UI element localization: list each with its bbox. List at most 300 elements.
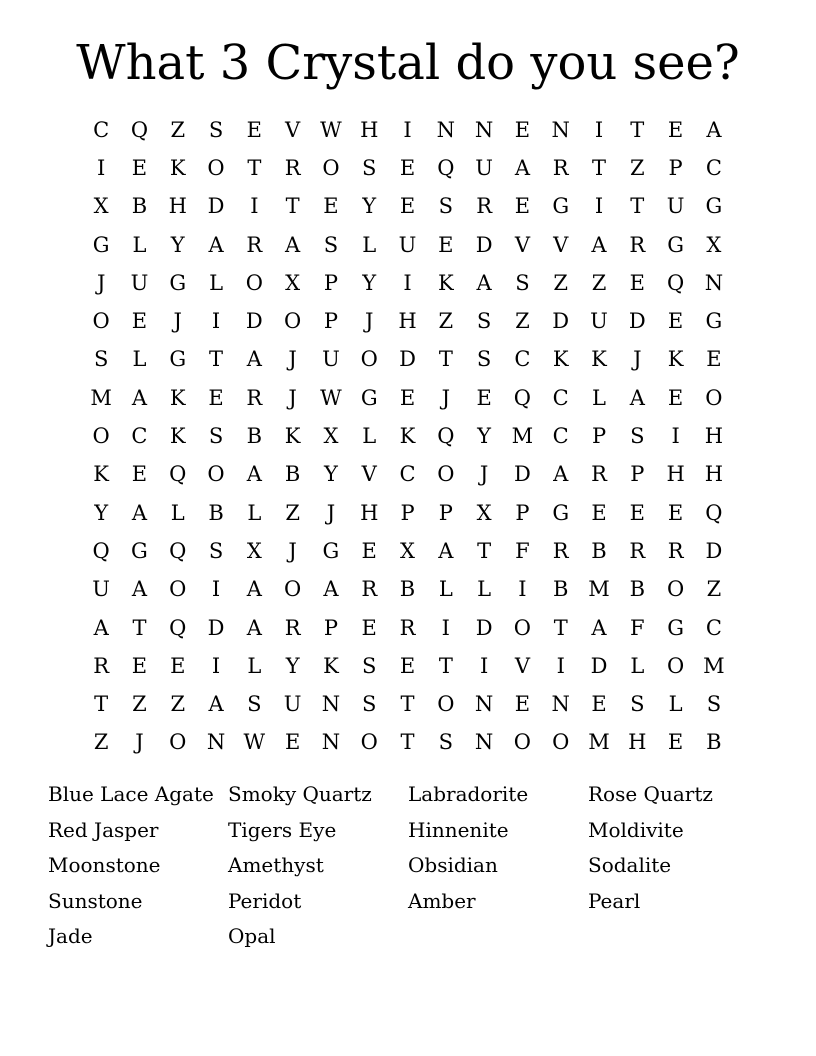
grid-cell[interactable]: N [474,117,494,142]
grid-cell[interactable]: O [245,270,263,295]
grid-cell[interactable]: E [438,232,454,257]
grid-cell[interactable]: B [591,538,607,563]
grid-cell[interactable]: Z [132,692,147,717]
grid-cell[interactable]: S [208,117,224,142]
grid-cell[interactable]: K [591,347,607,372]
grid-cell[interactable]: D [513,462,531,487]
grid-cell[interactable]: R [246,385,263,410]
grid-cell[interactable]: M [90,385,112,410]
grid-cell[interactable]: T [438,347,453,372]
grid-cell[interactable]: S [362,692,377,717]
grid-cell[interactable]: D [207,194,225,219]
grid-cell[interactable]: G [92,232,110,257]
grid-cell[interactable]: A [514,155,530,180]
grid-cell[interactable]: L [362,232,377,257]
grid-cell[interactable]: O [360,730,378,755]
grid-cell[interactable]: O [169,730,187,755]
grid-cell[interactable]: S [362,653,377,678]
grid-cell[interactable]: Q [666,270,685,295]
grid-cell[interactable]: R [591,462,607,487]
grid-cell[interactable]: G [322,538,340,563]
grid-cell[interactable]: L [438,577,453,602]
word-list-item: Amber [408,888,476,913]
grid-cell[interactable]: P [438,500,453,525]
grid-cell[interactable]: W [320,385,342,410]
grid-cell[interactable]: J [479,462,489,487]
grid-cell[interactable]: F [630,615,645,640]
grid-cell[interactable]: A [131,385,148,410]
grid-cell[interactable]: J [173,309,182,334]
grid-cell[interactable]: K [667,347,684,372]
grid-cell[interactable]: D [245,309,263,334]
grid-cell[interactable]: C [552,385,569,410]
grid-cell[interactable]: H [360,500,379,525]
grid-cell[interactable]: X [400,538,415,563]
grid-cell[interactable]: I [403,270,412,295]
grid-cell[interactable]: K [399,424,416,449]
grid-cell[interactable]: I [556,653,565,678]
word-list-item: Tigers Eye [228,817,337,842]
grid-cell[interactable]: I [211,653,221,678]
grid-cell[interactable]: S [362,155,377,180]
grid-cell[interactable]: B [399,577,416,602]
grid-cell[interactable]: P [515,500,530,525]
grid-cell[interactable]: S [476,309,492,334]
grid-cell[interactable]: A [208,232,224,257]
grid-cell[interactable]: A [438,538,454,563]
grid-cell[interactable]: O [284,577,302,602]
grid-cell[interactable]: E [667,385,684,410]
grid-cell[interactable]: X [476,500,492,525]
grid-cell[interactable]: W [320,117,342,142]
grid-cell[interactable]: E [514,117,531,142]
grid-cell[interactable]: I [518,577,527,602]
grid-cell[interactable]: A [93,615,109,640]
grid-cell[interactable]: D [207,615,225,640]
grid-cell[interactable]: L [132,347,147,372]
grid-cell[interactable]: I [403,117,412,142]
grid-cell[interactable]: J [96,270,106,295]
grid-cell[interactable]: T [630,194,645,219]
grid-cell[interactable]: D [475,615,493,640]
grid-cell[interactable]: O [92,309,110,334]
grid-cell[interactable]: Q [130,117,149,142]
grid-cell[interactable]: N [704,270,724,295]
grid-cell[interactable]: P [323,615,338,640]
grid-cell[interactable]: J [365,309,374,334]
grid-cell[interactable]: T [400,692,415,717]
grid-cell[interactable]: H [666,462,685,487]
grid-cell[interactable]: J [326,500,336,525]
grid-cell[interactable]: B [706,730,722,755]
grid-cell[interactable]: I [671,424,680,449]
grid-cell[interactable]: R [629,538,646,563]
grid-cell[interactable]: H [704,424,724,449]
grid-cell[interactable]: F [515,538,530,563]
grid-cell[interactable]: O [513,730,532,755]
grid-cell[interactable]: I [211,577,221,602]
grid-cell[interactable]: K [169,385,186,410]
grid-cell[interactable]: C [93,117,110,142]
grid-cell[interactable]: R [476,194,493,219]
grid-cell[interactable]: J [135,730,144,755]
grid-cell[interactable]: O [705,385,723,410]
word-list-item: Amethyst [228,853,324,877]
grid-cell[interactable]: U [666,194,685,219]
grid-cell[interactable]: H [628,730,647,755]
grid-cell[interactable]: G [169,270,187,295]
grid-cell[interactable]: Q [169,615,187,640]
grid-cell[interactable]: E [208,385,224,410]
grid-cell[interactable]: E [284,730,301,755]
grid-cell[interactable]: U [92,577,110,602]
grid-cell[interactable]: J [288,538,297,563]
grid-cell[interactable]: V [361,462,377,487]
grid-cell[interactable]: L [668,692,683,717]
grid-cell[interactable]: S [208,538,224,563]
grid-cell[interactable]: S [476,347,492,372]
grid-cell[interactable]: C [705,155,722,180]
word-list-item: Red Jasper [48,817,159,842]
grid-cell[interactable]: O [169,577,187,602]
grid-cell[interactable]: Y [362,194,377,219]
grid-cell[interactable]: E [399,155,416,180]
grid-cell[interactable]: R [284,155,301,180]
grid-cell[interactable]: B [552,577,569,602]
grid-cell[interactable]: G [360,385,378,410]
grid-cell[interactable]: E [131,309,148,334]
grid-cell[interactable]: S [706,692,722,717]
grid-cell[interactable]: U [590,309,608,334]
grid-cell[interactable]: G [705,194,723,219]
grid-cell[interactable]: H [398,309,417,334]
grid-cell[interactable]: E [131,462,148,487]
grid-cell[interactable]: H [168,194,187,219]
grid-cell[interactable]: C [705,615,722,640]
grid-cell[interactable]: E [514,692,531,717]
grid-cell[interactable]: V [285,117,301,142]
grid-cell[interactable]: R [361,577,378,602]
grid-cell[interactable]: A [246,347,262,372]
grid-cell[interactable]: X [323,424,339,449]
grid-cell[interactable]: B [208,500,224,525]
grid-cell[interactable]: N [321,730,341,755]
grid-cell[interactable]: R [552,155,569,180]
grid-cell[interactable]: L [477,577,492,602]
grid-cell[interactable]: R [629,232,646,257]
word-list-item: Sunstone [48,888,143,913]
grid-cell[interactable]: N [551,117,570,142]
grid-cell[interactable]: Q [92,538,110,563]
grid-cell[interactable]: P [400,500,415,525]
grid-cell[interactable]: E [170,653,186,678]
grid-cell[interactable]: J [633,347,642,372]
grid-cell[interactable]: G [131,538,148,563]
grid-cell[interactable]: L [209,270,224,295]
grid-cell[interactable]: G [552,194,570,219]
grid-cell[interactable]: R [284,615,301,640]
word-list [48,777,768,955]
grid-cell[interactable]: G [169,347,187,372]
grid-cell[interactable]: A [246,615,262,640]
grid-cell[interactable]: O [552,730,570,755]
grid-cell[interactable]: E [399,385,416,410]
grid-cell[interactable]: K [284,424,301,449]
grid-cell[interactable]: Y [94,500,109,525]
grid-cell[interactable]: J [288,347,297,372]
grid-cell[interactable]: E [361,615,377,640]
grid-cell[interactable]: M [588,577,610,602]
grid-cell[interactable]: B [246,424,263,449]
grid-cell[interactable]: E [667,500,684,525]
grid-cell[interactable]: D [399,347,416,372]
grid-cell[interactable]: Q [169,538,187,563]
grid-cell[interactable]: I [441,615,450,640]
grid-cell[interactable]: Y [477,424,492,449]
grid-cell[interactable]: D [552,309,570,334]
grid-cell[interactable]: R [399,615,416,640]
grid-cell[interactable]: Z [553,270,568,295]
grid-cell[interactable]: G [667,615,684,640]
grid-cell[interactable]: A [323,577,339,602]
grid-cell[interactable]: S [630,692,645,717]
grid-cell[interactable]: N [436,117,455,142]
grid-cell[interactable]: S [323,232,339,257]
grid-cell[interactable]: L [247,653,262,678]
grid-cell[interactable]: V [514,653,530,678]
grid-cell[interactable]: O [666,653,685,678]
grid-cell[interactable]: Q [705,500,723,525]
grid-cell[interactable]: I [97,155,106,180]
grid-cell[interactable]: Z [170,117,186,142]
grid-cell[interactable]: H [360,117,379,142]
grid-cell[interactable]: T [247,155,262,180]
grid-cell[interactable]: E [131,155,148,180]
grid-cell[interactable]: Z [515,309,530,334]
grid-cell[interactable]: O [92,424,110,449]
grid-cell[interactable]: P [668,155,683,180]
grid-cell[interactable]: S [515,270,530,295]
grid-cell[interactable]: T [400,730,415,755]
grid-cell[interactable]: A [553,462,569,487]
grid-cell[interactable]: U [475,155,493,180]
grid-cell[interactable]: A [629,385,645,410]
grid-cell[interactable]: E [667,117,684,142]
grid-cell[interactable]: V [553,232,569,257]
grid-cell[interactable]: I [250,194,259,219]
grid-cell[interactable]: N [206,730,226,755]
grid-cell[interactable]: T [477,538,492,563]
grid-cell[interactable]: U [283,692,302,717]
grid-cell[interactable]: E [514,194,531,219]
grid-cell[interactable]: K [552,347,569,372]
grid-cell[interactable]: D [475,232,493,257]
grid-cell[interactable]: E [399,653,416,678]
grid-cell[interactable]: J [288,385,297,410]
grid-cell[interactable]: K [437,270,454,295]
word-list-item: Hinnenite [408,817,509,842]
grid-cell[interactable]: T [553,615,568,640]
grid-cell[interactable]: X [246,538,262,563]
grid-cell[interactable]: O [207,462,225,487]
grid-cell[interactable]: C [552,424,569,449]
grid-cell[interactable]: R [93,653,110,678]
grid-cell[interactable]: O [513,615,532,640]
word-list-item: Rose Quartz [588,782,713,806]
grid-cell[interactable]: B [131,194,148,219]
grid-cell[interactable]: U [322,347,340,372]
grid-cell[interactable]: X [285,270,301,295]
grid-cell[interactable]: Y [170,232,185,257]
grid-cell[interactable]: G [705,309,723,334]
grid-cell[interactable]: C [131,424,148,449]
grid-cell[interactable]: A [131,500,148,525]
grid-cell[interactable]: O [207,155,225,180]
grid-cell[interactable]: E [361,538,377,563]
grid-cell[interactable]: C [399,462,416,487]
grid-cell[interactable]: P [323,270,338,295]
grid-cell[interactable]: T [132,615,147,640]
grid-cell[interactable]: G [552,500,570,525]
grid-cell[interactable]: L [132,232,147,257]
grid-cell[interactable]: U [398,232,417,257]
grid-cell[interactable]: W [243,730,266,755]
grid-cell[interactable]: A [131,577,148,602]
grid-cell[interactable]: N [321,692,341,717]
grid-cell[interactable]: P [630,462,645,487]
grid-cell[interactable]: U [130,270,149,295]
grid-cell[interactable]: Q [513,385,532,410]
grid-cell[interactable]: A [208,692,224,717]
grid-cell[interactable]: I [594,117,604,142]
grid-cell[interactable]: S [247,692,262,717]
word-list-item: Smoky Quartz [228,782,372,806]
grid-cell[interactable]: K [169,424,186,449]
grid-cell[interactable]: H [704,462,724,487]
grid-cell[interactable]: N [474,730,494,755]
grid-cell[interactable]: E [323,194,339,219]
word-list-item: Blue Lace Agate [48,782,214,806]
grid-cell[interactable]: L [592,385,606,410]
grid-cell[interactable]: S [438,194,454,219]
grid-cell[interactable]: E [667,309,684,334]
grid-cell[interactable]: T [592,155,607,180]
grid-cell[interactable]: K [169,155,186,180]
grid-cell[interactable]: Z [170,692,186,717]
grid-cell[interactable]: P [591,424,607,449]
grid-cell[interactable]: O [437,462,455,487]
grid-cell[interactable]: P [323,309,338,334]
grid-cell[interactable]: T [438,653,453,678]
grid-cell[interactable]: E [399,194,416,219]
grid-cell[interactable]: L [170,500,185,525]
grid-cell[interactable]: A [246,577,262,602]
grid-cell[interactable]: N [551,692,570,717]
grid-cell[interactable]: O [437,692,455,717]
grid-cell[interactable]: X [706,232,722,257]
grid-cell[interactable]: Y [285,653,300,678]
grid-cell[interactable]: S [93,347,109,372]
grid-cell[interactable]: M [511,424,534,449]
grid-cell[interactable]: Z [438,309,454,334]
word-list-item: Moldivite [588,817,684,842]
grid-cell[interactable]: L [630,653,645,678]
grid-cell[interactable]: E [629,270,645,295]
grid-cell[interactable]: A [591,232,607,257]
grid-cell[interactable]: T [630,117,645,142]
grid-cell[interactable]: Y [362,270,377,295]
grid-cell[interactable]: Z [93,730,109,755]
grid-cell[interactable]: A [591,615,607,640]
grid-cell[interactable]: J [441,385,451,410]
grid-cell[interactable]: X [93,194,109,219]
grid-cell[interactable]: L [362,424,377,449]
grid-cell[interactable]: M [703,653,725,678]
grid-cell[interactable]: E [706,347,722,372]
grid-cell[interactable]: E [667,730,684,755]
grid-cell[interactable]: D [628,309,646,334]
grid-cell[interactable]: Q [437,424,455,449]
grid-cell[interactable]: Y [323,462,338,487]
grid-cell[interactable]: O [360,347,378,372]
grid-cell[interactable]: V [514,232,530,257]
grid-cell[interactable]: C [514,347,531,372]
grid-cell[interactable]: S [208,424,224,449]
grid-cell[interactable]: R [246,232,263,257]
grid-cell[interactable]: I [479,653,489,678]
grid-cell[interactable]: O [666,577,685,602]
grid-cell[interactable]: L [247,500,262,525]
grid-cell[interactable]: Q [437,155,455,180]
grid-cell[interactable]: Q [169,462,187,487]
grid-cell[interactable]: T [94,692,109,717]
grid-cell[interactable]: G [667,232,684,257]
grid-cell[interactable]: E [476,385,492,410]
grid-cell[interactable]: S [630,424,645,449]
grid-cell[interactable]: Z [706,577,722,602]
grid-cell[interactable]: E [246,117,262,142]
grid-cell[interactable]: T [285,194,300,219]
grid-cell[interactable]: Z [285,500,300,525]
grid-cell[interactable]: E [629,500,645,525]
grid-cell[interactable]: K [93,462,109,487]
grid-cell[interactable]: D [590,653,608,678]
grid-cell[interactable]: N [474,692,494,717]
grid-cell[interactable]: Z [630,155,645,180]
grid-cell[interactable]: A [285,232,301,257]
grid-cell[interactable]: T [209,347,224,372]
grid-cell[interactable]: A [476,270,492,295]
grid-cell[interactable]: M [588,730,610,755]
grid-cell[interactable]: K [323,653,339,678]
grid-cell[interactable]: E [591,692,607,717]
grid-cell[interactable]: A [706,117,722,142]
grid-cell[interactable]: I [211,309,221,334]
grid-cell[interactable]: R [667,538,684,563]
grid-cell[interactable]: O [284,309,302,334]
grid-cell[interactable]: R [552,538,569,563]
grid-cell[interactable]: S [438,730,454,755]
grid-cell[interactable]: O [322,155,340,180]
grid-cell[interactable]: Z [591,270,607,295]
grid-cell[interactable]: A [246,462,262,487]
grid-cell[interactable]: E [131,653,148,678]
grid-cell[interactable]: E [591,500,607,525]
grid-cell[interactable]: B [284,462,301,487]
grid-cell[interactable]: B [629,577,646,602]
grid-cell[interactable]: D [705,538,723,563]
grid-cell[interactable]: I [594,194,604,219]
